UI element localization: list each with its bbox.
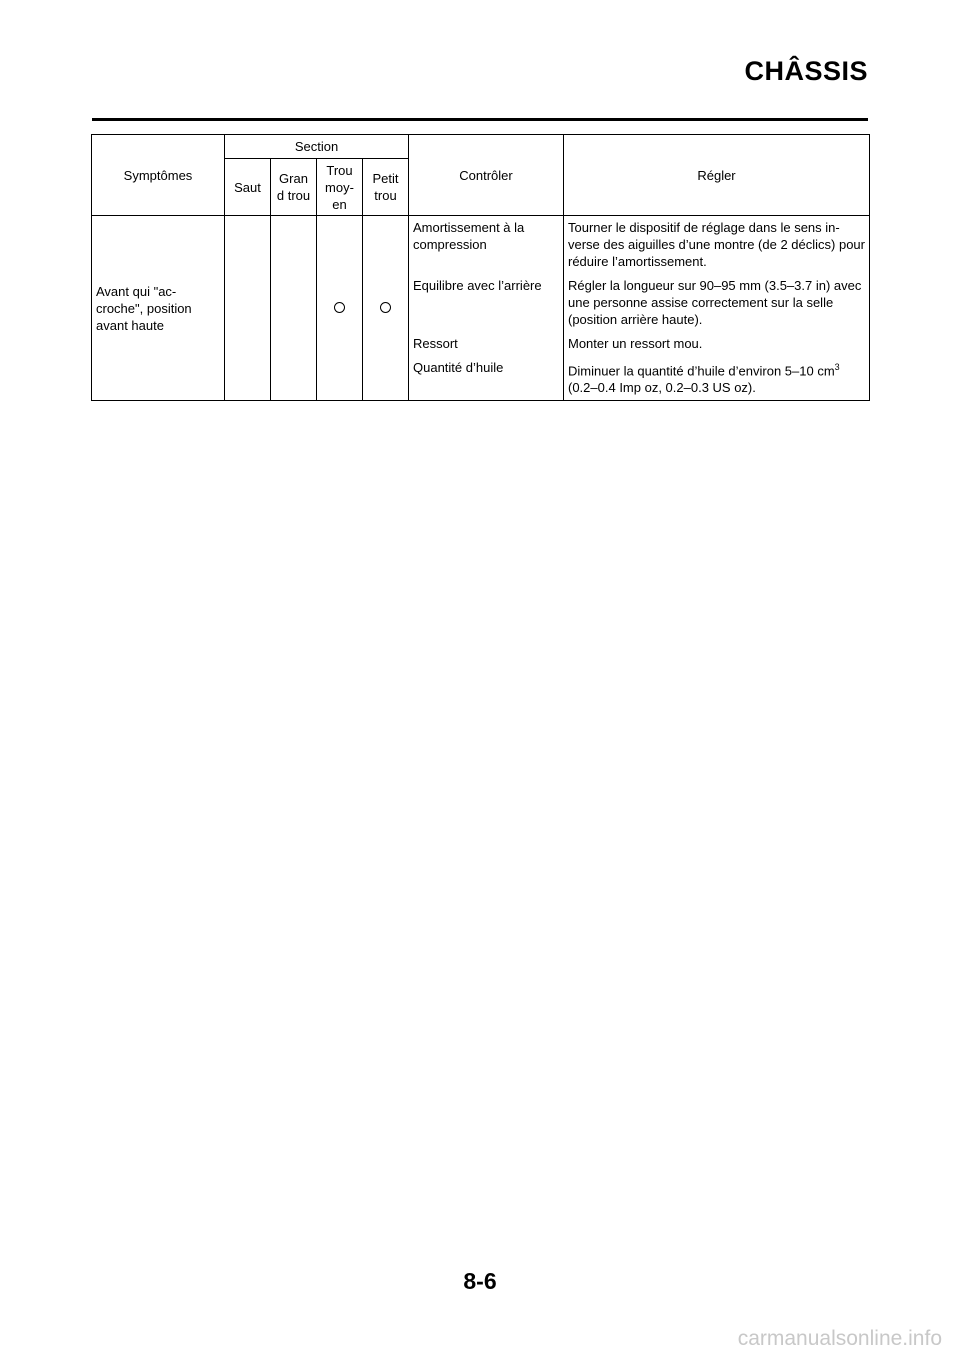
adjust-cell: Monter un ressort mou. — [564, 332, 870, 356]
section-mark-large-hole — [271, 216, 317, 401]
section-mark-jump — [225, 216, 271, 401]
watermark: carmanualsonline.info — [737, 1327, 942, 1350]
header-adjust: Régler — [564, 135, 870, 216]
page-title: CHÂSSIS — [744, 56, 868, 86]
header-section-small-hole: Petit trou — [363, 159, 409, 216]
header-section-large-hole: Gran d trou — [271, 159, 317, 216]
adjust-cell — [564, 356, 870, 401]
superscript: 3 — [834, 362, 840, 372]
adjust-cell: Tourner le dispositif de réglage dans le sens in-verse des aiguilles d’une montre (de 2 déclics) pour réduire l’amortissement. — [564, 216, 870, 275]
adjustment-table — [91, 134, 870, 401]
check-cell: Quantité d’huile — [409, 356, 564, 401]
section-mark-medium-hole — [317, 216, 363, 401]
circle-mark-icon — [334, 302, 345, 313]
page-number: 8-6 — [463, 1268, 497, 1294]
adjust-text: Diminuer la quantité d’huile d’environ 5–10 cm — [568, 363, 835, 379]
header-symptoms: Symptômes — [92, 135, 225, 216]
header-section-jump: Saut — [225, 159, 271, 216]
header-section-medium-hole: Trou moy- en — [317, 159, 363, 216]
check-cell: Amortissement à la compression — [409, 216, 564, 275]
header-check: Contrôler — [409, 135, 564, 216]
symptom-cell: Avant qui "ac- croche", position avant haute — [92, 216, 225, 401]
title-divider — [92, 118, 868, 121]
adjust-text-continued: (0.2–0.4 Imp oz, 0.2–0.3 US oz). — [568, 380, 756, 396]
header-section: Section — [225, 135, 409, 159]
check-cell: Equilibre avec l’arrière — [409, 274, 564, 332]
circle-mark-icon — [380, 302, 391, 313]
adjust-cell: Régler la longueur sur 90–95 mm (3.5–3.7 in) avec une personne assise correctement sur la selle (position arrière haute). — [564, 274, 870, 332]
check-cell: Ressort — [409, 332, 564, 356]
section-mark-small-hole — [363, 216, 409, 401]
